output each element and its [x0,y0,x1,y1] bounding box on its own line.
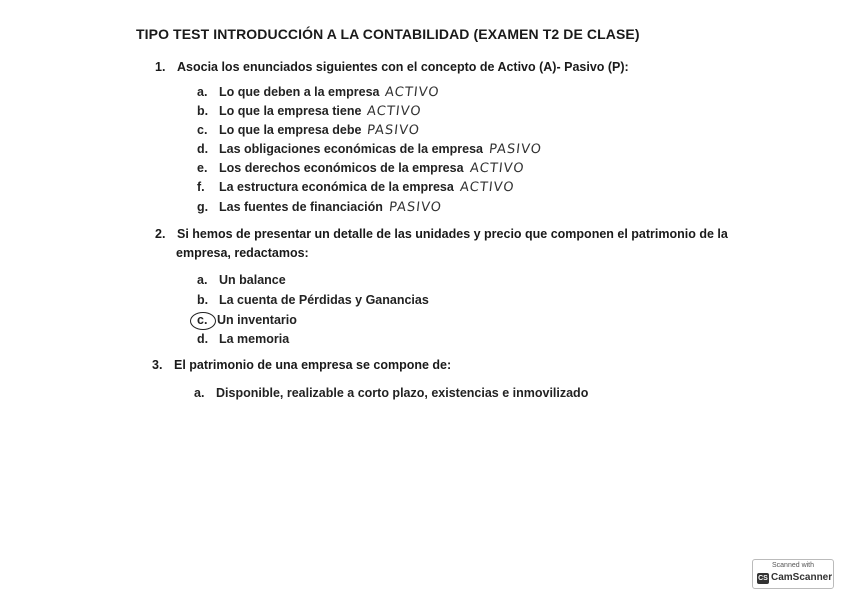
option-text: Lo que la empresa tiene [219,104,362,118]
question-1-option-d [197,142,542,157]
question-text: Si hemos de presentar un detalle de las unidades y precio que componen el patrimonio de la [177,227,728,241]
handwritten-answer: ACTIVO [384,85,441,100]
question-1-option-f [197,180,514,195]
question-1-option-g [197,200,442,215]
question-1-option-e [197,161,524,176]
option-text: Lo que la empresa debe [219,123,362,137]
question-1-option-b [197,104,422,119]
question-1 [155,60,629,74]
option-letter: g. [197,200,209,214]
question-text: Asocia los enunciados siguientes con el concepto de Activo (A)- Pasivo (P): [177,60,629,74]
option-letter: d. [197,332,209,346]
option-letter: b. [197,293,209,307]
camscanner-logo-icon: CS [758,575,768,582]
question-1-option-a [197,85,440,100]
option-letter: c. [197,123,208,137]
option-letter: f. [197,180,205,194]
option-letter: b. [197,104,209,118]
question-3-option-a [194,386,588,400]
option-text: Lo que deben a la empresa [219,85,380,99]
handwritten-answer: PASIVO [366,123,422,138]
question-number: 1. [155,60,166,74]
option-text: Disponible, realizable a corto plazo, existencias e inmovilizado [216,386,589,400]
option-text: Un inventario [217,313,297,327]
watermark-caption: Scanned with [771,562,815,569]
question-2-option-b [197,293,429,307]
question-2-option-d [197,332,289,346]
option-letter: a. [197,85,208,99]
option-text: Un balance [219,273,286,287]
question-2-option-a [197,273,286,287]
option-letter: d. [197,142,209,156]
handwritten-answer: PASIVO [488,142,543,157]
handwritten-answer: ACTIVO [366,104,423,119]
watermark-brand: CamScanner [771,572,833,583]
question-2-text-continued: empresa, redactamos: [176,246,309,260]
question-3 [152,358,451,372]
question-2 [155,227,728,241]
camscanner-watermark [752,559,834,589]
option-text: La memoria [219,332,290,346]
exam-title: TIPO TEST INTRODUCCIÓN A LA CONTABILIDAD (EXAMEN T2 DE CLASE) [136,26,640,42]
option-text: La cuenta de Pérdidas y Ganancias [219,293,429,307]
question-number: 3. [152,358,163,372]
option-text: Las fuentes de financiación [219,200,383,214]
option-text: La estructura económica de la empresa [219,180,454,194]
question-text: El patrimonio de una empresa se compone de: [174,358,452,372]
handwritten-answer: ACTIVO [459,180,516,195]
option-letter: e. [197,161,208,175]
question-2-option-c [197,313,297,327]
option-text: Las obligaciones económicas de la empresa [219,142,483,156]
option-letter: c. [197,313,208,327]
option-letter: a. [197,273,208,287]
option-text: Los derechos económicos de la empresa [219,161,464,175]
handwritten-answer: PASIVO [388,200,443,215]
question-number: 2. [155,227,166,241]
handwritten-answer: ACTIVO [468,161,525,176]
question-1-option-c [197,123,420,138]
option-letter: a. [194,386,205,400]
